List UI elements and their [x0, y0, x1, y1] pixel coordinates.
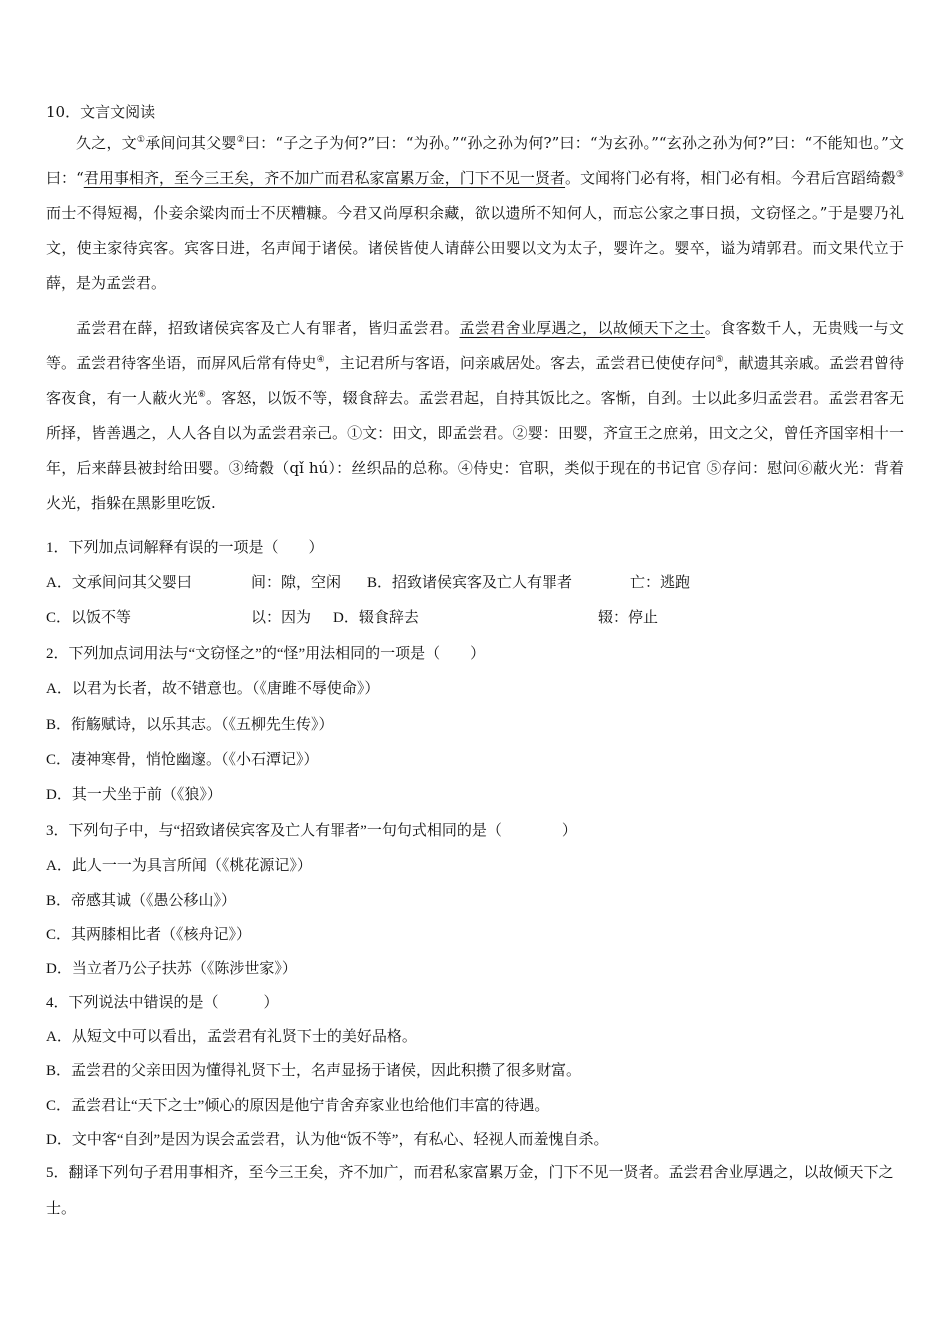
passage-text: 。食客数千人，无贵贱一与文等。孟尝君待客坐语，而屏风后常有侍史 [46, 319, 904, 372]
question-3-option-a: A．此人一一为具言所闻（《桃花源记》） [46, 858, 312, 874]
question-2-stem: 2．下列加点词用法与“文窃怪之”的“怪”用法相同的一项是（ ） [46, 646, 486, 662]
question-2-option-c: C．凄神寒骨，悄怆幽邃。（《小石潭记》） [46, 752, 319, 768]
question-4-option-c: C．孟尝君让“天下之士”倾心的原因是他宁肯舍弃家业也给他们丰富的待遇。 [46, 1098, 550, 1114]
passage-text: ，献遗其亲戚。孟尝君曾待客夜食，有一人蔽火光 [46, 354, 904, 407]
question-1-option-c: C．以饭不等 [46, 610, 132, 626]
footnote-marker: ③ [895, 170, 904, 180]
question-4-option-b: B．孟尝君的父亲田因为懂得礼贤下士，名声显扬于诸侯，因此积攒了很多财富。 [46, 1063, 582, 1079]
section-heading: 10．文言文阅读 [46, 103, 156, 121]
passage-text: 。文闻将门必有将，相门必有相。今君后宫蹈绮縠 [565, 169, 896, 187]
footnote-marker: ⑤ [715, 355, 724, 365]
question-4-option-d: D．文中客“自刭”是因为误会孟尝君，认为他“饭不等”，有私心、轻视人而羞愧自杀。 [46, 1132, 609, 1148]
passage-text: 。客怒，以饭不等，辍食辞去。孟尝君起，自持其饭比之。客惭，自刭。士以此多归孟尝君。孟尝君客无所择，皆善遇之，人人各自以为孟尝君亲己。①文：田文，即孟尝君。②婴：田婴，齐宣王之庶弟，田文之父，曾任齐国宰相十一年，后来薛县被封给田婴。③绮縠（qǐ hú）：丝织品的总称。④侍史：官职，类似于现在的书记官 ⑤存问：慰问⑥蔽火光：背着火光，指躲在黑影里吃饭. [46, 389, 904, 512]
passage-text: 曰：“子之子为何?”曰：“为孙。”“孙之孙为何?”曰：“为玄孙。”“玄孙之孙为何?”曰：“不能知也。”文曰：“ [46, 134, 904, 187]
question-1-option-b: B．招致诸侯宾客及亡人有罪者 [367, 575, 573, 591]
passage-paragraph-1 [46, 126, 904, 301]
question-1-option-d-gloss: 辍：停止 [598, 610, 659, 626]
question-3-option-c: C．其两膝相比者（《核舟记》） [46, 927, 252, 943]
question-2-option-a: A．以君为长者，故不错意也。（《唐雎不辱使命》） [46, 681, 380, 697]
question-1-option-a: A．文承间问其父婴曰 [46, 575, 192, 591]
question-4-option-a: A．从短文中可以看出，孟尝君有礼贤下士的美好品格。 [46, 1029, 417, 1045]
underlined-sentence: 君用事相齐，至今三王矣，齐不加广而君私家富累万金，门下不见一贤者 [83, 169, 566, 187]
question-1-option-b-gloss: 亡：逃跑 [630, 575, 691, 591]
footnote-marker: ⑥ [197, 390, 207, 400]
passage-text: 而士不得短褐，仆妾余粱肉而士不厌糟糠。今君又尚厚积余藏，欲以遗所不知何人，而忘公家之事日损，文窃怪之。”于是婴乃礼文，使主家待宾客。宾客日进，名声闻于诸侯。诸侯皆使人请薛公田婴以文为太子，婴许之。婴卒，谥为靖郭君。而文果代立于薛，是为孟尝君。 [46, 204, 904, 292]
question-5-stem: 5．翻译下列句子君用事相齐，至今三王矣，齐不加广，而君私家富累万金，门下不见一贤者。孟尝君舍业厚遇之，以故倾天下之士。 [46, 1165, 894, 1217]
passage-text: 久之，文 [76, 134, 137, 152]
passage-text: 孟尝君在薛，招致诸侯宾客及亡人有罪者，皆归孟尝君。 [76, 319, 460, 337]
question-1-option-d: D．辍食辞去 [333, 610, 419, 626]
question-1-stem: 1．下列加点词解释有误的一项是（ ） [46, 540, 324, 556]
passage-paragraph-2 [46, 311, 904, 521]
question-2-option-d: D．其一犬坐于前（《狼》） [46, 787, 222, 803]
passage-text: ，主记君所与客语，问亲戚居处。客去，孟尝君已使使存问 [324, 354, 716, 372]
question-2-option-b: B．衔觞赋诗，以乐其志。（《五柳先生传》） [46, 717, 334, 733]
question-3-stem: 3．下列句子中，与“招致诸侯宾客及亡人有罪者”一句句式相同的是（ ） [46, 823, 577, 839]
passage-text: 承间问其父婴 [145, 134, 237, 152]
question-3-option-d: D．当立者乃公子扶苏（《陈涉世家》） [46, 961, 297, 977]
question-4-stem: 4．下列说法中错误的是（ ） [46, 995, 279, 1011]
question-3-option-b: B．帝感其诚（《愚公移山》） [46, 893, 237, 909]
question-1-option-c-gloss: 以：因为 [251, 610, 312, 626]
footnote-marker: ④ [316, 355, 325, 365]
footnote-marker: ② [236, 135, 245, 145]
underlined-sentence: 孟尝君舍业厚遇之，以故倾天下之士 [459, 319, 705, 337]
footnote-marker: ① [136, 135, 146, 145]
question-1-option-a-gloss: 间：隙，空闲 [251, 575, 342, 591]
